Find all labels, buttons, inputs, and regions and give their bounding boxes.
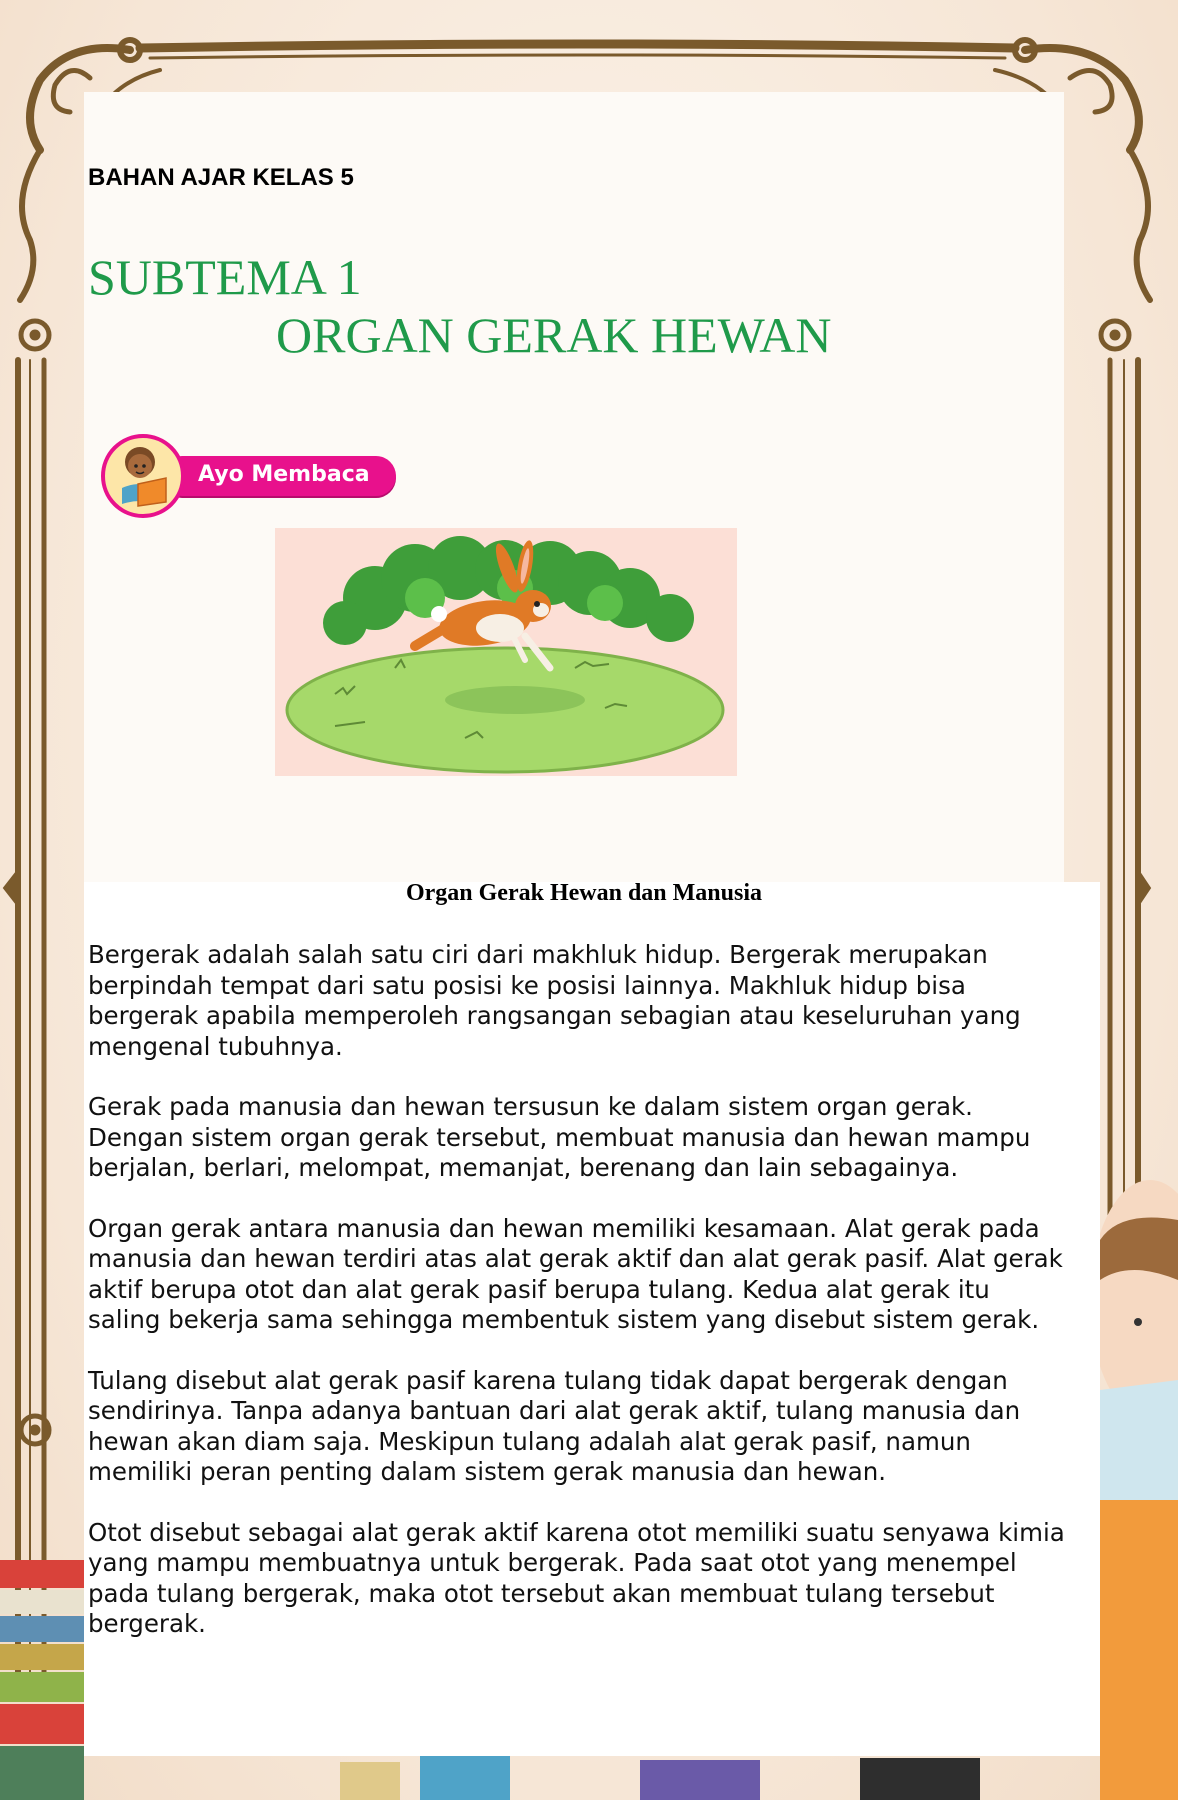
subtema-title: ORGAN GERAK HEWAN — [276, 307, 832, 363]
document-kicker: BAHAN AJAR KELAS 5 — [88, 164, 354, 191]
ayo-membaca-badge — [100, 432, 398, 518]
badge-label: Ayo Membaca — [198, 462, 370, 487]
article-body — [88, 940, 1088, 1670]
boy-reading-book-icon — [1090, 1180, 1178, 1800]
book-stack-icon — [0, 1560, 84, 1800]
reading-child-icon — [100, 432, 186, 518]
article-paragraph-4: Tulang disebut alat gerak pasif karena tulang tidak dapat bergerak dengan sendirinya. Tanpa adanya bantuan dari alat gerak aktif, tulang manusia dan hewan akan diam saja. Meskipun tulang adalah alat gerak pasif, namun memiliki peran penting dalam sistem gerak manusia dan hewan. — [88, 1365, 1021, 1486]
subtema-number: SUBTEMA 1 — [88, 249, 362, 305]
illustration-panel — [275, 528, 737, 776]
article-paragraph-1: Bergerak adalah salah satu ciri dari makhluk hidup. Bergerak merupakan berpindah tempat dari satu posisi ke posisi lainnya. Makhluk hidup bisa bergerak apabila memperoleh rangsangan sebagian atau keseluruhan yang mengenal tubuhnya. — [88, 940, 1021, 1061]
article-paragraph-3: Organ gerak antara manusia dan hewan memiliki kesamaan. Alat gerak pada manusia dan hewan terdiri atas alat gerak aktif dan alat gerak pasif. Alat gerak aktif berupa otot dan alat gerak pasif berupa tulang. Kedua alat gerak itu saling bekerja sama sehingga membentuk sistem yang disebut sistem gerak. — [88, 1213, 1063, 1334]
article-paragraph-2: Gerak pada manusia dan hewan tersusun ke dalam sistem organ gerak. Dengan sistem organ gerak tersebut, membuat manusia dan hewan mampu berjalan, berlari, melompat, memanjat, berenang dan lain sebagainya. — [88, 1092, 1031, 1182]
article-paragraph-5: Otot disebut sebagai alat gerak aktif karena otot memiliki suatu senyawa kimia yang mampu membuatnya untuk bergerak. Pada saat otot yang menempel pada tulang bergerak, maka otot tersebut akan membuat tulang tersebut bergerak. — [88, 1517, 1065, 1638]
rabbit-running-on-grass-icon — [275, 528, 737, 776]
article-title: Organ Gerak Hewan dan Manusia — [405, 880, 763, 906]
